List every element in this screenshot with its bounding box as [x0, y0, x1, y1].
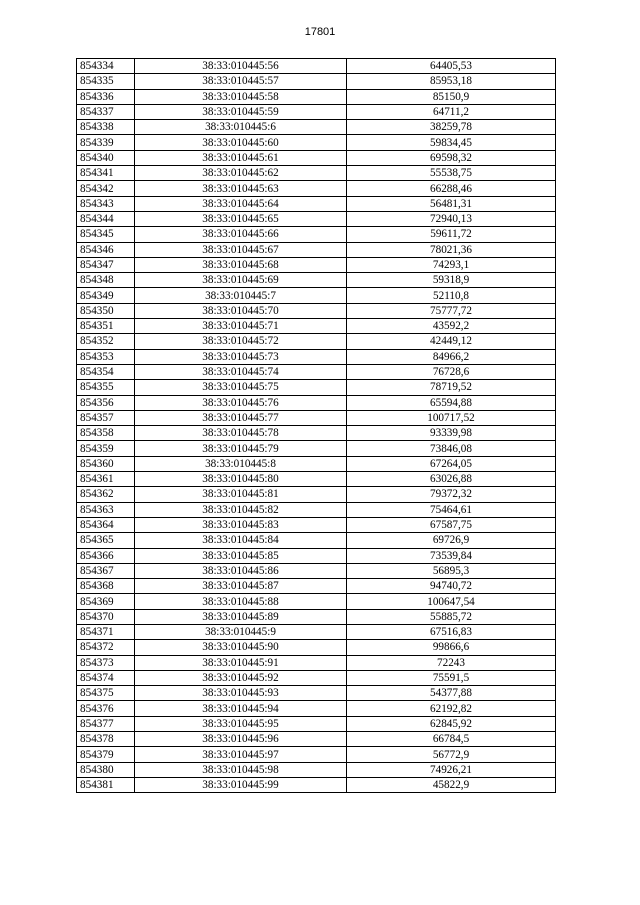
row-id-cell: 854338 [77, 120, 135, 135]
table-row [77, 211, 556, 226]
cadastral-number-cell: 38:33:010445:67 [135, 242, 347, 257]
row-id-cell: 854335 [77, 74, 135, 89]
cadastral-number-cell: 38:33:010445:93 [135, 686, 347, 701]
table-row [77, 563, 556, 578]
value-cell: 93339,98 [347, 426, 556, 441]
table-row [77, 716, 556, 731]
value-cell: 55885,72 [347, 609, 556, 624]
table-row [77, 732, 556, 747]
row-id-cell: 854361 [77, 472, 135, 487]
cadastral-number-cell: 38:33:010445:66 [135, 227, 347, 242]
cadastral-number-cell: 38:33:010445:58 [135, 89, 347, 104]
row-id-cell: 854345 [77, 227, 135, 242]
value-cell: 78719,52 [347, 380, 556, 395]
table-row [77, 120, 556, 135]
value-cell: 99866,6 [347, 640, 556, 655]
value-cell: 67516,83 [347, 624, 556, 639]
cadastral-number-cell: 38:33:010445:7 [135, 288, 347, 303]
cadastral-number-cell: 38:33:010445:56 [135, 59, 347, 74]
value-cell: 64711,2 [347, 104, 556, 119]
value-cell: 59318,9 [347, 273, 556, 288]
value-cell: 64405,53 [347, 59, 556, 74]
value-cell: 67587,75 [347, 517, 556, 532]
cadastral-number-cell: 38:33:010445:98 [135, 762, 347, 777]
cadastral-number-cell: 38:33:010445:64 [135, 196, 347, 211]
parcel-table [76, 58, 556, 793]
value-cell: 100717,52 [347, 410, 556, 425]
row-id-cell: 854350 [77, 303, 135, 318]
row-id-cell: 854364 [77, 517, 135, 532]
row-id-cell: 854342 [77, 181, 135, 196]
row-id-cell: 854349 [77, 288, 135, 303]
cadastral-number-cell: 38:33:010445:75 [135, 380, 347, 395]
table-row [77, 349, 556, 364]
cadastral-number-cell: 38:33:010445:61 [135, 150, 347, 165]
table-row [77, 150, 556, 165]
cadastral-number-cell: 38:33:010445:9 [135, 624, 347, 639]
table-row [77, 579, 556, 594]
cadastral-number-cell: 38:33:010445:86 [135, 563, 347, 578]
table-row [77, 762, 556, 777]
value-cell: 73846,08 [347, 441, 556, 456]
value-cell: 73539,84 [347, 548, 556, 563]
value-cell: 100647,54 [347, 594, 556, 609]
table-row [77, 166, 556, 181]
table-row [77, 196, 556, 211]
table-row [77, 624, 556, 639]
table-row [77, 548, 556, 563]
row-id-cell: 854381 [77, 777, 135, 792]
row-id-cell: 854365 [77, 533, 135, 548]
row-id-cell: 854344 [77, 211, 135, 226]
cadastral-number-cell: 38:33:010445:90 [135, 640, 347, 655]
cadastral-number-cell: 38:33:010445:94 [135, 701, 347, 716]
value-cell: 69598,32 [347, 150, 556, 165]
row-id-cell: 854378 [77, 732, 135, 747]
cadastral-number-cell: 38:33:010445:82 [135, 502, 347, 517]
cadastral-number-cell: 38:33:010445:92 [135, 670, 347, 685]
row-id-cell: 854375 [77, 686, 135, 701]
row-id-cell: 854376 [77, 701, 135, 716]
cadastral-number-cell: 38:33:010445:69 [135, 273, 347, 288]
row-id-cell: 854341 [77, 166, 135, 181]
value-cell: 59611,72 [347, 227, 556, 242]
row-id-cell: 854357 [77, 410, 135, 425]
table-row [77, 777, 556, 792]
table-row [77, 670, 556, 685]
cadastral-number-cell: 38:33:010445:78 [135, 426, 347, 441]
cadastral-number-cell: 38:33:010445:80 [135, 472, 347, 487]
row-id-cell: 854367 [77, 563, 135, 578]
row-id-cell: 854343 [77, 196, 135, 211]
table-row [77, 426, 556, 441]
value-cell: 78021,36 [347, 242, 556, 257]
table-body [77, 59, 556, 793]
table-row [77, 441, 556, 456]
table-row [77, 288, 556, 303]
row-id-cell: 854377 [77, 716, 135, 731]
table-row [77, 655, 556, 670]
cadastral-number-cell: 38:33:010445:59 [135, 104, 347, 119]
value-cell: 85150,9 [347, 89, 556, 104]
cadastral-number-cell: 38:33:010445:84 [135, 533, 347, 548]
cadastral-number-cell: 38:33:010445:85 [135, 548, 347, 563]
value-cell: 62845,92 [347, 716, 556, 731]
value-cell: 45822,9 [347, 777, 556, 792]
value-cell: 94740,72 [347, 579, 556, 594]
cadastral-number-cell: 38:33:010445:97 [135, 747, 347, 762]
cadastral-number-cell: 38:33:010445:70 [135, 303, 347, 318]
value-cell: 74926,21 [347, 762, 556, 777]
row-id-cell: 854347 [77, 257, 135, 272]
table-row [77, 747, 556, 762]
table-row [77, 517, 556, 532]
row-id-cell: 854360 [77, 456, 135, 471]
row-id-cell: 854334 [77, 59, 135, 74]
table-row [77, 395, 556, 410]
row-id-cell: 854370 [77, 609, 135, 624]
cadastral-number-cell: 38:33:010445:89 [135, 609, 347, 624]
value-cell: 56481,31 [347, 196, 556, 211]
table-row [77, 410, 556, 425]
value-cell: 75777,72 [347, 303, 556, 318]
table-row [77, 364, 556, 379]
cadastral-number-cell: 38:33:010445:6 [135, 120, 347, 135]
table-row [77, 59, 556, 74]
cadastral-number-cell: 38:33:010445:87 [135, 579, 347, 594]
value-cell: 56772,9 [347, 747, 556, 762]
row-id-cell: 854366 [77, 548, 135, 563]
cadastral-number-cell: 38:33:010445:72 [135, 334, 347, 349]
value-cell: 42449,12 [347, 334, 556, 349]
value-cell: 54377,88 [347, 686, 556, 701]
table-row [77, 640, 556, 655]
value-cell: 75464,61 [347, 502, 556, 517]
cadastral-number-cell: 38:33:010445:68 [135, 257, 347, 272]
cadastral-number-cell: 38:33:010445:57 [135, 74, 347, 89]
row-id-cell: 854379 [77, 747, 135, 762]
table-row [77, 181, 556, 196]
value-cell: 67264,05 [347, 456, 556, 471]
value-cell: 74293,1 [347, 257, 556, 272]
table-row [77, 472, 556, 487]
table-row [77, 319, 556, 334]
table-row [77, 380, 556, 395]
table-row [77, 303, 556, 318]
table-row [77, 242, 556, 257]
row-id-cell: 854359 [77, 441, 135, 456]
row-id-cell: 854368 [77, 579, 135, 594]
row-id-cell: 854371 [77, 624, 135, 639]
cadastral-number-cell: 38:33:010445:77 [135, 410, 347, 425]
row-id-cell: 854380 [77, 762, 135, 777]
row-id-cell: 854346 [77, 242, 135, 257]
table-row [77, 74, 556, 89]
value-cell: 72940,13 [347, 211, 556, 226]
cadastral-number-cell: 38:33:010445:71 [135, 319, 347, 334]
row-id-cell: 854356 [77, 395, 135, 410]
cadastral-number-cell: 38:33:010445:62 [135, 166, 347, 181]
row-id-cell: 854369 [77, 594, 135, 609]
table-row [77, 257, 556, 272]
table-row [77, 89, 556, 104]
row-id-cell: 854358 [77, 426, 135, 441]
table-row [77, 686, 556, 701]
row-id-cell: 854339 [77, 135, 135, 150]
cadastral-number-cell: 38:33:010445:79 [135, 441, 347, 456]
row-id-cell: 854373 [77, 655, 135, 670]
table-row [77, 135, 556, 150]
row-id-cell: 854363 [77, 502, 135, 517]
cadastral-number-cell: 38:33:010445:74 [135, 364, 347, 379]
cadastral-number-cell: 38:33:010445:65 [135, 211, 347, 226]
cadastral-number-cell: 38:33:010445:95 [135, 716, 347, 731]
value-cell: 85953,18 [347, 74, 556, 89]
row-id-cell: 854352 [77, 334, 135, 349]
row-id-cell: 854355 [77, 380, 135, 395]
row-id-cell: 854337 [77, 104, 135, 119]
row-id-cell: 854362 [77, 487, 135, 502]
cadastral-number-cell: 38:33:010445:8 [135, 456, 347, 471]
value-cell: 76728,6 [347, 364, 556, 379]
table-row [77, 533, 556, 548]
table-row [77, 227, 556, 242]
value-cell: 43592,2 [347, 319, 556, 334]
row-id-cell: 854372 [77, 640, 135, 655]
row-id-cell: 854374 [77, 670, 135, 685]
row-id-cell: 854336 [77, 89, 135, 104]
value-cell: 56895,3 [347, 563, 556, 578]
table-row [77, 456, 556, 471]
value-cell: 66784,5 [347, 732, 556, 747]
value-cell: 55538,75 [347, 166, 556, 181]
row-id-cell: 854348 [77, 273, 135, 288]
cadastral-number-cell: 38:33:010445:91 [135, 655, 347, 670]
value-cell: 66288,46 [347, 181, 556, 196]
value-cell: 65594,88 [347, 395, 556, 410]
cadastral-number-cell: 38:33:010445:73 [135, 349, 347, 364]
value-cell: 69726,9 [347, 533, 556, 548]
row-id-cell: 854351 [77, 319, 135, 334]
value-cell: 63026,88 [347, 472, 556, 487]
value-cell: 84966,2 [347, 349, 556, 364]
cadastral-number-cell: 38:33:010445:60 [135, 135, 347, 150]
cadastral-number-cell: 38:33:010445:81 [135, 487, 347, 502]
row-id-cell: 854353 [77, 349, 135, 364]
cadastral-number-cell: 38:33:010445:88 [135, 594, 347, 609]
table-row [77, 487, 556, 502]
value-cell: 62192,82 [347, 701, 556, 716]
cadastral-number-cell: 38:33:010445:96 [135, 732, 347, 747]
cadastral-number-cell: 38:33:010445:83 [135, 517, 347, 532]
table-row [77, 502, 556, 517]
value-cell: 75591,5 [347, 670, 556, 685]
cadastral-number-cell: 38:33:010445:99 [135, 777, 347, 792]
value-cell: 79372,32 [347, 487, 556, 502]
value-cell: 52110,8 [347, 288, 556, 303]
value-cell: 38259,78 [347, 120, 556, 135]
cadastral-number-cell: 38:33:010445:63 [135, 181, 347, 196]
cadastral-number-cell: 38:33:010445:76 [135, 395, 347, 410]
row-id-cell: 854354 [77, 364, 135, 379]
table-row [77, 609, 556, 624]
value-cell: 59834,45 [347, 135, 556, 150]
page-number: 17801 [304, 26, 336, 38]
table-row [77, 104, 556, 119]
table-row [77, 701, 556, 716]
row-id-cell: 854340 [77, 150, 135, 165]
table-row [77, 273, 556, 288]
table-row [77, 594, 556, 609]
table-row [77, 334, 556, 349]
value-cell: 72243 [347, 655, 556, 670]
